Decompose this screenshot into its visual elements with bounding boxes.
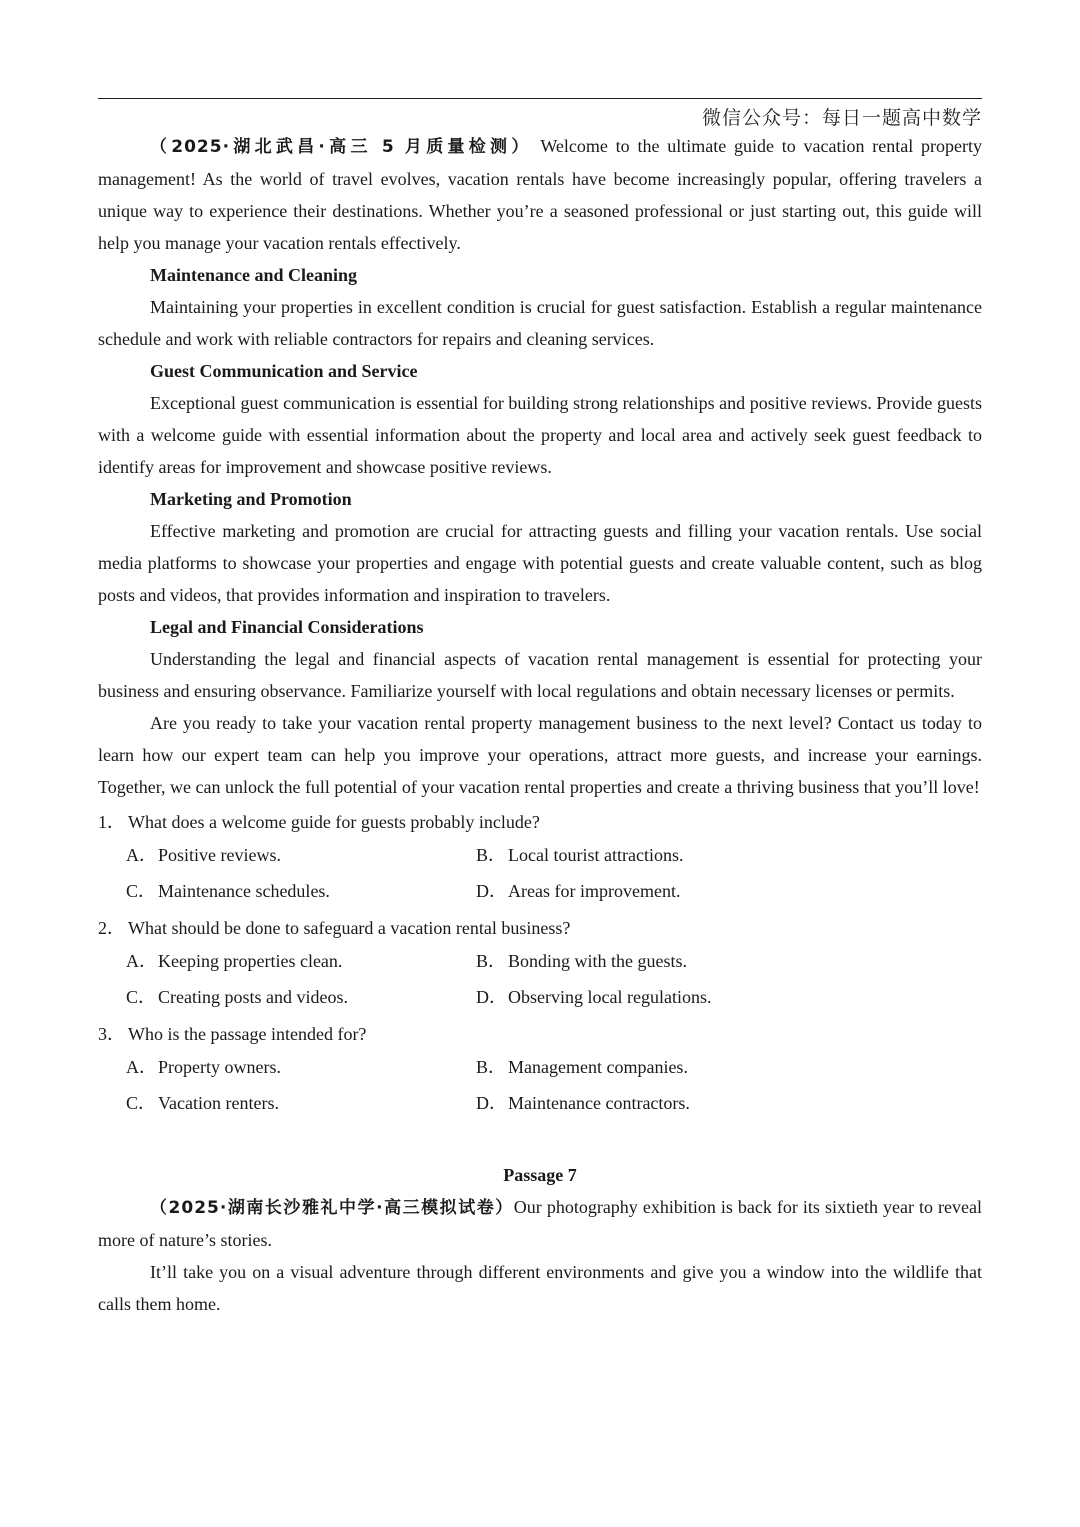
document-body bbox=[98, 130, 982, 1320]
question-number: 3． bbox=[98, 1024, 125, 1044]
section-heading-marketing: Marketing and Promotion bbox=[150, 489, 352, 509]
option-d: D．Areas for improvement. bbox=[476, 881, 681, 901]
options-row bbox=[126, 837, 982, 873]
header-rule bbox=[98, 98, 982, 99]
section-heading-guest: Guest Communication and Service bbox=[150, 361, 418, 381]
question-2 bbox=[98, 913, 982, 943]
question-text: What should be done to safeguard a vacation rental business? bbox=[128, 918, 571, 938]
section-body-legal: Understanding the legal and financial aspects of vacation rental management is essential for protecting your business and ensuring observance. Familiarize yourself with local regulations and obtain necessary licenses or permits. bbox=[98, 649, 982, 701]
options-row bbox=[126, 873, 982, 909]
option-c: C． Vacation renters. bbox=[126, 1093, 279, 1113]
passage-source: （2025·湖北武昌·高三 5 月质量检测） bbox=[150, 137, 533, 157]
option-a: A．Positive reviews. bbox=[126, 845, 281, 865]
option-b: B． Bonding with the guests. bbox=[476, 951, 687, 971]
options-row bbox=[126, 943, 982, 979]
question-number: 2． bbox=[98, 918, 125, 938]
option-a: A．Keeping properties clean. bbox=[126, 951, 343, 971]
option-b: B． Management companies. bbox=[476, 1057, 688, 1077]
question-3 bbox=[98, 1019, 982, 1049]
question-number: 1． bbox=[98, 812, 125, 832]
options-row bbox=[126, 1085, 982, 1121]
option-d: D．Observing local regulations. bbox=[476, 987, 712, 1007]
passage-intro-text: Welcome to the ultimate guide to vacation rental property management! As the world of travel evolves, vacation rentals have become increasingly popular, offering travelers a unique way to experience their destinations. Whether you’re a seasoned professional or just starting out, this guide will help you manage your vacation rentals effectively. bbox=[98, 136, 983, 253]
watermark: 微信公众号：每日一题高中数学 bbox=[701, 108, 982, 129]
section-body-maintenance: Maintaining your properties in excellent condition is crucial for guest satisfaction. Establish a regular maintenance schedule and work with reliable contractors for repairs and cleaning services. bbox=[98, 297, 982, 349]
question-text: What does a welcome guide for guests probably include? bbox=[128, 812, 540, 832]
option-c: C． Creating posts and videos. bbox=[126, 987, 348, 1007]
passage-7-paragraph: It’ll take you on a visual adventure through different environments and give you a window into the wildlife that calls them home. bbox=[98, 1262, 982, 1314]
options-row bbox=[126, 1049, 982, 1085]
section-heading-legal: Legal and Financial Considerations bbox=[150, 617, 424, 637]
options-row bbox=[126, 979, 982, 1015]
passage-7-intro bbox=[98, 1191, 982, 1256]
passage-7-title: Passage 7 bbox=[503, 1165, 577, 1185]
passage-intro bbox=[98, 130, 982, 259]
section-heading-maintenance: Maintenance and Cleaning bbox=[150, 265, 358, 285]
section-body-marketing: Effective marketing and promotion are crucial for attracting guests and filling your vacation rentals. Use social media platforms to showcase your properties and engage with potential guests and create valuable content, such as blog posts and videos, that provides information and inspiration to travelers. bbox=[98, 521, 982, 605]
option-b: B． Local tourist attractions. bbox=[476, 845, 684, 865]
passage-closing: Are you ready to take your vacation rental property management business to the next level? Contact us today to learn how our expert team can help you improve your operations, attract more guests, and increase your earnings. Together, we can unlock the full potential of your vacation rental properties and create a thriving business that you’ll love! bbox=[98, 713, 982, 797]
passage-7-intro-text: Our photography exhibition is back for its sixtieth year to reveal more of nature’s stories. bbox=[98, 1197, 982, 1250]
section-body-guest: Exceptional guest communication is essential for building strong relationships and positive reviews. Provide guests with a welcome guide with essential information about the property and local area and actively seek guest feedback to identify areas for improvement and showcase positive reviews. bbox=[98, 393, 982, 477]
option-a: A．Property owners. bbox=[126, 1057, 281, 1077]
option-d: D．Maintenance contractors. bbox=[476, 1093, 690, 1113]
question-text: Who is the passage intended for? bbox=[128, 1024, 367, 1044]
passage-7-source: （2025·湖南长沙雅礼中学·高三模拟试卷） bbox=[150, 1198, 514, 1218]
question-1 bbox=[98, 807, 982, 837]
option-c: C． Maintenance schedules. bbox=[126, 881, 330, 901]
